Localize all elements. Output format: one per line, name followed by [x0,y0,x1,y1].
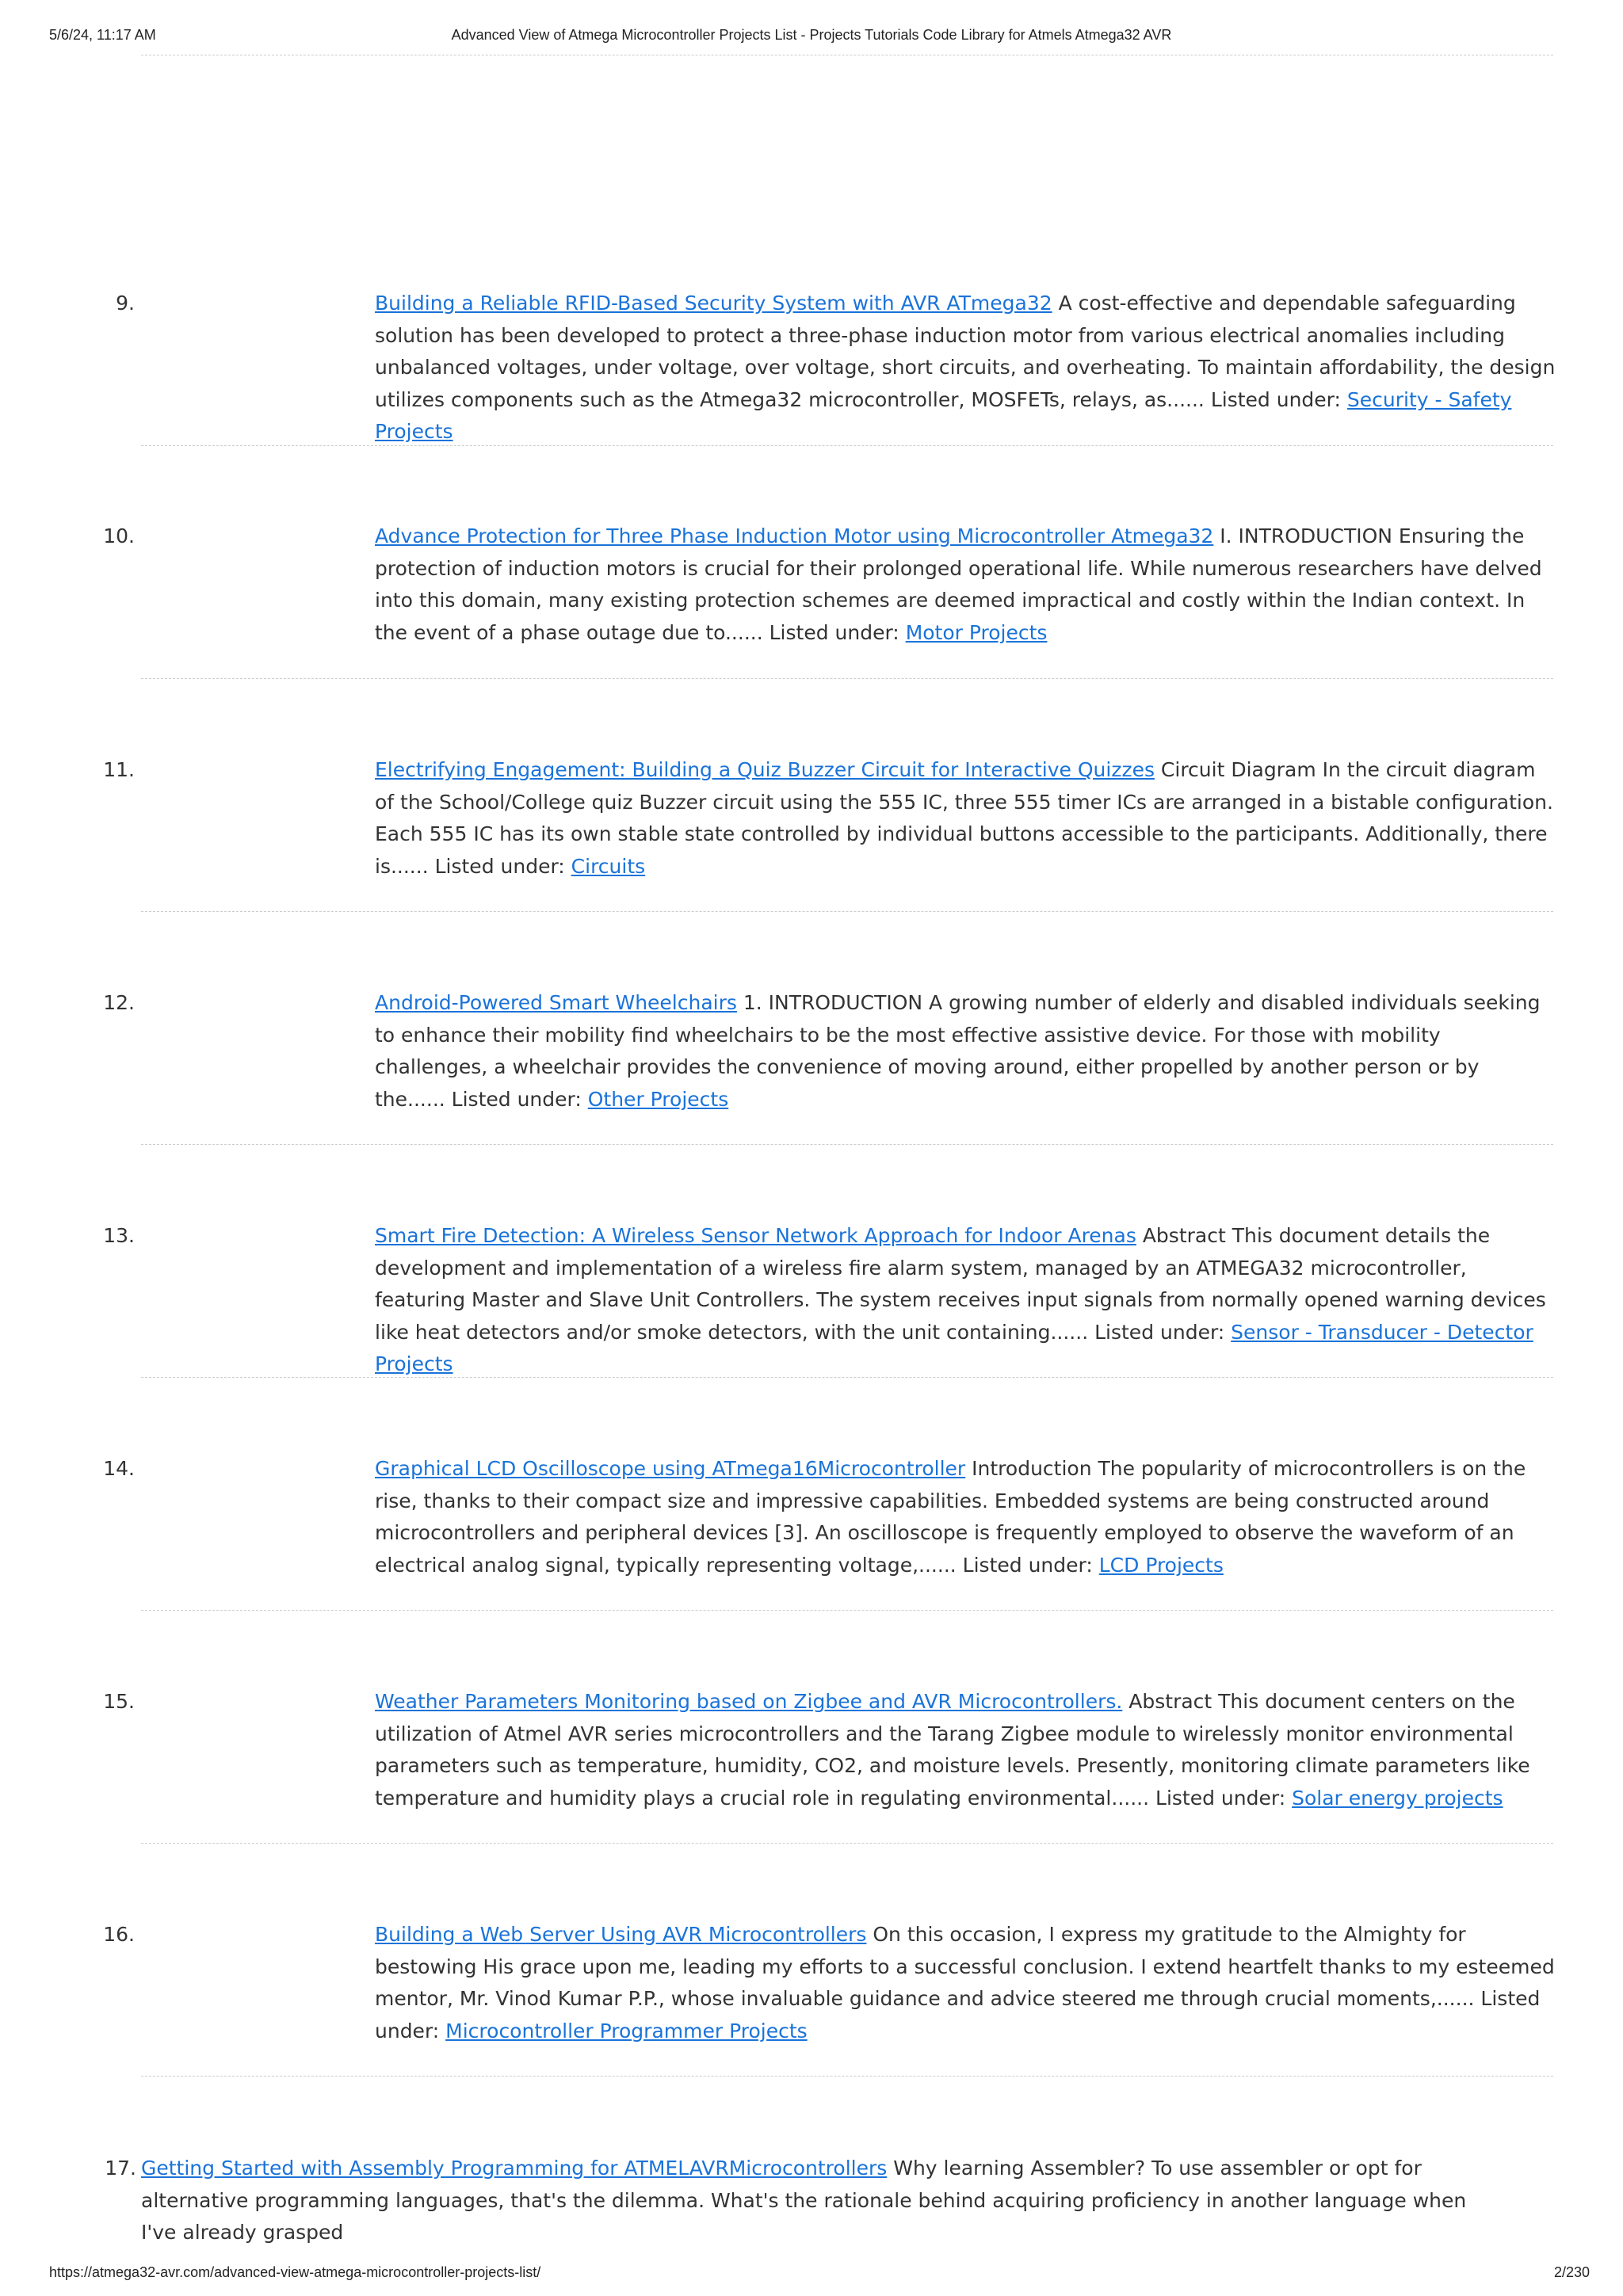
listed-under-label: Listed under: [1210,387,1341,411]
project-title-link[interactable]: Advance Protection for Three Phase Induction Motor using Microcontroller Atmega32 [375,524,1214,547]
project-title-link[interactable]: Android-Powered Smart Wheelchairs [375,991,737,1014]
project-title-link[interactable]: Graphical LCD Oscilloscope using ATmega16Microcontroller [375,1457,966,1480]
item-number: 12. [103,991,135,1014]
listed-under-label: Listed under: [434,854,565,878]
divider [141,911,1553,912]
project-title-link[interactable]: Building a Web Server Using AVR Microcontrollers [375,1923,867,1946]
listed-under-label: Listed under: [375,1987,1541,2042]
category-link[interactable]: Microcontroller Programmer Projects [445,2019,808,2042]
listed-under-label: Listed under: [1094,1320,1225,1344]
item-body [375,987,1556,1116]
divider [141,1843,1553,1844]
print-header [0,24,1623,48]
project-description: I. INTRODUCTION Ensuring the protection of induction motors is crucial for their prolonged operational life. While numerous researchers have delved into this domain, many existing protection schemes are deemed impractical and costly within the Indian context. In the event of a phase outage due to...... [375,524,1542,644]
category-link[interactable]: Circuits [571,854,646,878]
category-link[interactable]: LCD Projects [1098,1553,1224,1577]
item-number: 14. [103,1457,135,1480]
category-link[interactable]: Security - Safety Projects [375,387,1512,443]
divider [141,1377,1553,1378]
print-datetime: 5/6/24, 11:17 AM [49,27,156,43]
print-page-title: Advanced View of Atmega Microcontroller Projects List - Projects Tutorials Code Library for Atmels Atmega32 AVR [451,27,1172,43]
listed-under-label: Listed under: [1155,1786,1286,1810]
page-number: 2/230 [1553,2264,1590,2280]
project-description: On this occasion, I express my gratitude to the Almighty for bestowing His grace upon me, leading my efforts to a successful conclusion. I extend heartfelt thanks to my esteemed mentor, Mr. Vinod Kumar P.P., whose invaluable guidance and advice steered me through crucial moments,...... [375,1923,1555,2010]
item-body [375,754,1556,883]
listed-under-label: Listed under: [451,1087,582,1111]
project-title-link[interactable]: Smart Fire Detection: A Wireless Sensor Network Approach for Indoor Arenas [375,1224,1136,1247]
item-body [375,1919,1556,2047]
project-title-link[interactable]: Electrifying Engagement: Building a Quiz Buzzer Circuit for Interactive Quizzes [375,758,1155,781]
item-body [375,521,1556,649]
print-footer [0,2264,1623,2288]
project-title-link[interactable]: Weather Parameters Monitoring based on Zigbee and AVR Microcontrollers. [375,1690,1123,1713]
category-link[interactable]: Sensor - Transducer - Detector Projects [375,1320,1533,1375]
project-description: A cost-effective and dependable safeguarding solution has been developed to protect a three-phase induction motor from various electrical anomalies including unbalanced voltages, under voltage, over voltage, short circuits, and overheating. To maintain affordability, the design utilizes components such as the Atmega32 microcontroller, MOSFETs, relays, as...... [375,292,1556,411]
divider [141,2076,1553,2077]
divider [141,1144,1553,1145]
divider [141,1610,1553,1611]
item-number: 10. [103,524,135,547]
project-title-link[interactable]: Building a Reliable RFID-Based Security System with AVR ATmega32 [375,292,1052,315]
item-number: 16. [103,1923,135,1946]
project-description: 1. INTRODUCTION A growing number of elderly and disabled individuals seeking to enhance their mobility find wheelchairs to be the most effective assistive device. For those with mobility challenges, a wheelchair provides the convenience of moving around, either propelled by another person or by the...... [375,991,1541,1111]
listed-under-label: Listed under: [769,620,899,644]
print-url: https://atmega32-avr.com/advanced-view-atmega-microcontroller-projects-list/ [49,2264,541,2280]
divider [141,445,1553,446]
project-description: Introduction The popularity of microcontrollers is on the rise, thanks to their compact size and impressive capabilities. Embedded systems are being constructed around microcontrollers and peripheral devices [3]. An oscilloscope is frequently employed to observe the waveform of an electrical analog signal, typically representing voltage,...... [375,1457,1526,1577]
item-number: 15. [103,1690,135,1713]
item-number: 9. [116,292,135,315]
divider [141,678,1553,679]
project-description: Circuit Diagram In the circuit diagram of the School/College quiz Buzzer circuit using the 555 IC, three 555 timer ICs are arranged in a bistable configuration. Each 555 IC has its own stable state controlled by individual buttons accessible to the participants. Additionally, there is...... [375,758,1553,878]
item-body [375,1453,1556,1581]
item-number: 13. [103,1224,135,1247]
project-description: Abstract This document details the development and implementation of a wireless fire alarm system, managed by an ATMEGA32 microcontroller, featuring Master and Slave Unit Controllers. The system receives input signals from normally opened warning devices like heat detectors and/or smoke detectors, with the unit containing...... [375,1224,1546,1344]
item-number: 11. [103,758,135,781]
item-body [141,2153,1504,2249]
item-body [375,1686,1556,1814]
project-title-link[interactable]: Getting Started with Assembly Programming for ATMELAVRMicrocontrollers [141,2157,888,2180]
item-body [375,288,1556,448]
item-number: 17. [105,2157,136,2180]
category-link[interactable]: Solar energy projects [1292,1786,1503,1810]
listed-under-label: Listed under: [962,1553,1093,1577]
project-description: Abstract This document centers on the utilization of Atmel AVR series microcontrollers and the Tarang Zigbee module to wirelessly monitor environmental parameters such as temperature, humidity, CO2, and moisture levels. Presently, monitoring climate parameters like temperature and humidity plays a crucial role in regulating environmental...... [375,1690,1530,1810]
project-description: Why learning Assembler? To use assembler or opt for alternative programming languages, that's the dilemma. What's the rationale behind acquiring proficiency in another language when I've already grasped [141,2157,1467,2244]
item-body [375,1220,1556,1381]
category-link[interactable]: Motor Projects [905,620,1048,644]
category-link[interactable]: Other Projects [587,1087,729,1111]
